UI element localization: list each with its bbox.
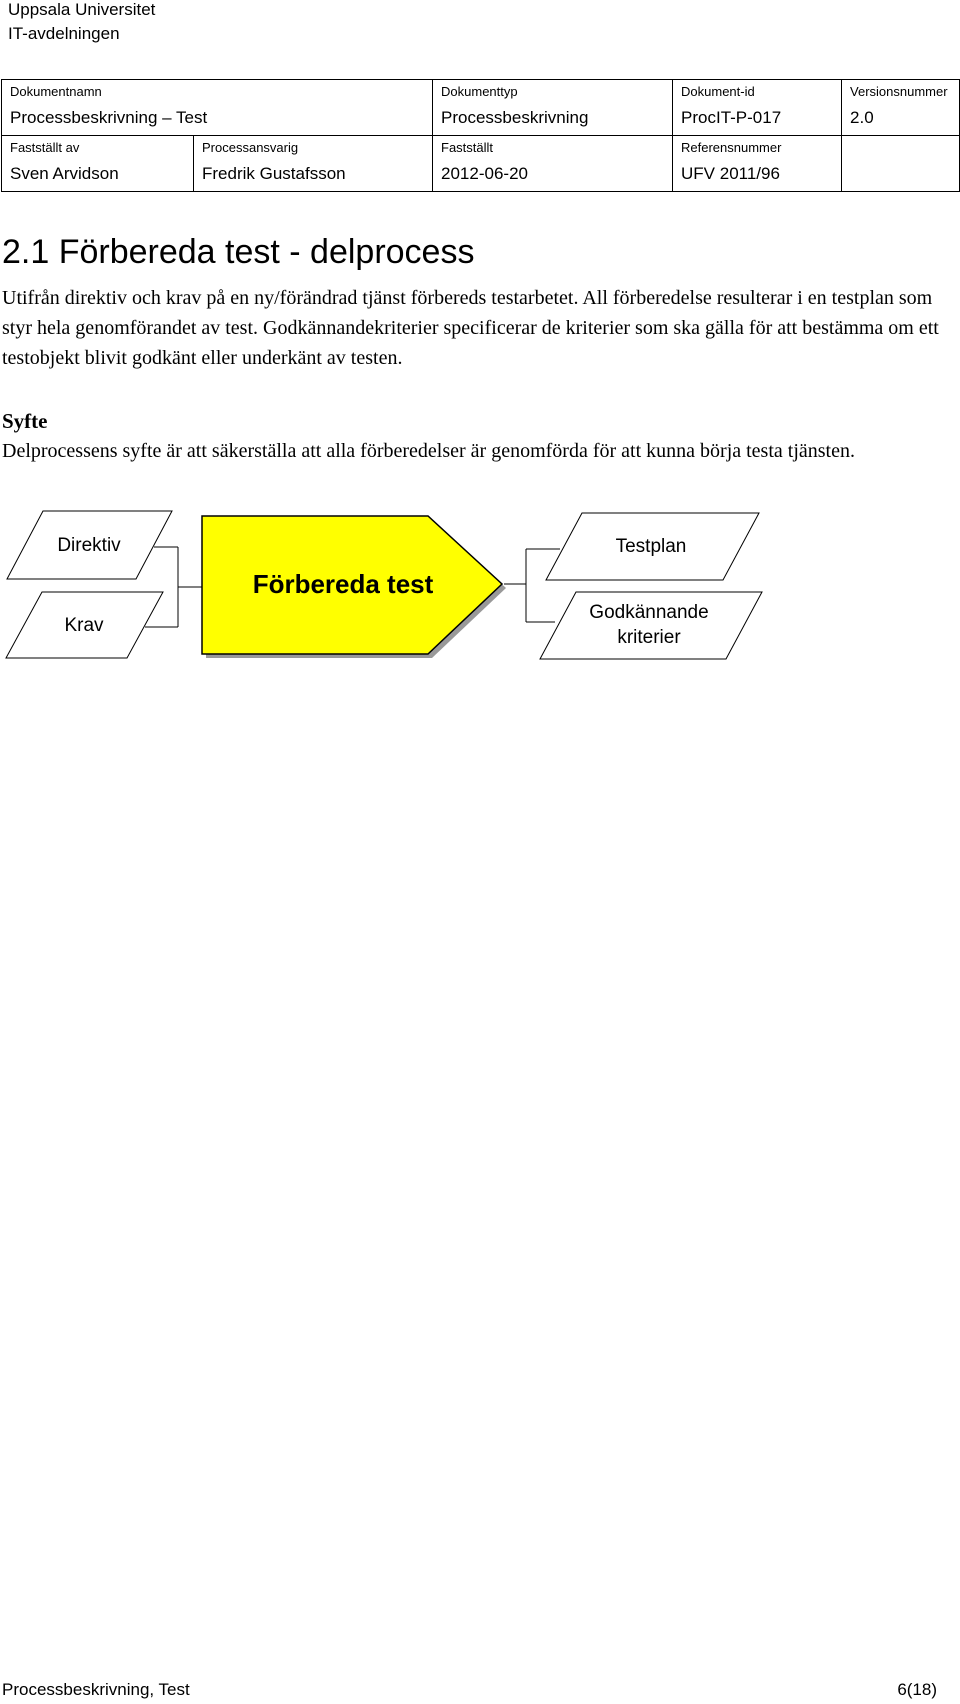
metadata-value: 2012-06-20 <box>441 164 528 183</box>
organization-name: Uppsala Universitet <box>8 0 156 19</box>
metadata-value: Sven Arvidson <box>10 164 119 183</box>
footer-document-name: Processbeskrivning, Test <box>2 1680 190 1699</box>
input-label-direktiv: Direktiv <box>57 535 121 556</box>
metadata-cell-approved-date <box>433 136 673 192</box>
metadata-label: Dokumenttyp <box>441 84 518 99</box>
metadata-label: Fastställt <box>441 140 494 155</box>
department-name: IT-avdelningen <box>8 24 120 43</box>
metadata-label: Fastställt av <box>10 140 80 155</box>
purpose-heading: Syfte <box>2 409 48 433</box>
metadata-label: Versionsnummer <box>850 84 948 99</box>
metadata-label: Processansvarig <box>202 140 299 155</box>
metadata-value: Fredrik Gustafsson <box>202 164 346 183</box>
intro-paragraph: Utifrån direktiv och krav på en ny/förändrad tjänst förbereds testarbetet. All förberedelse resulterar i en testplan som styr hela genomförandet av test. Godkännandekriterier specificerar de kriterier som ska gälla för att bestämma om ett testobjekt blivit godkänt eller underkänt av testen. <box>2 287 939 369</box>
metadata-cell-document-name <box>2 80 433 136</box>
section-title: 2.1 Förbereda test - delprocess <box>2 233 475 271</box>
metadata-label: Referensnummer <box>681 140 782 155</box>
metadata-cell-document-type <box>433 80 673 136</box>
metadata-value: ProcIT-P-017 <box>681 108 782 127</box>
metadata-cell-approved-by <box>2 136 194 192</box>
input-label-krav: Krav <box>64 615 104 636</box>
process-diagram <box>0 500 960 670</box>
metadata-value: Processbeskrivning – Test <box>10 108 208 127</box>
metadata-label: Dokument-id <box>681 84 755 99</box>
metadata-value: UFV 2011/96 <box>681 164 780 183</box>
metadata-row <box>2 80 960 136</box>
output-label-testplan: Testplan <box>615 536 687 557</box>
output-label-godkannande: Godkännande <box>589 602 709 623</box>
metadata-cell-version <box>842 80 960 136</box>
metadata-row <box>2 136 960 192</box>
metadata-cell-reference <box>673 136 842 192</box>
output-label-kriterier: kriterier <box>617 627 681 648</box>
metadata-value: 2.0 <box>850 108 874 127</box>
metadata-cell-empty <box>842 136 960 192</box>
metadata-cell-document-id <box>673 80 842 136</box>
metadata-value: Processbeskrivning <box>441 108 589 127</box>
footer-page-number: 6(18) <box>897 1680 937 1699</box>
metadata-cell-process-owner <box>194 136 433 192</box>
purpose-paragraph: Delprocessens syfte är att säkerställa att alla förberedelser är genomförda för att kunna börja testa tjänsten. <box>2 440 855 462</box>
document-metadata-table <box>1 79 960 192</box>
process-step-label: Förbereda test <box>252 569 434 599</box>
metadata-label: Dokumentnamn <box>10 84 102 99</box>
